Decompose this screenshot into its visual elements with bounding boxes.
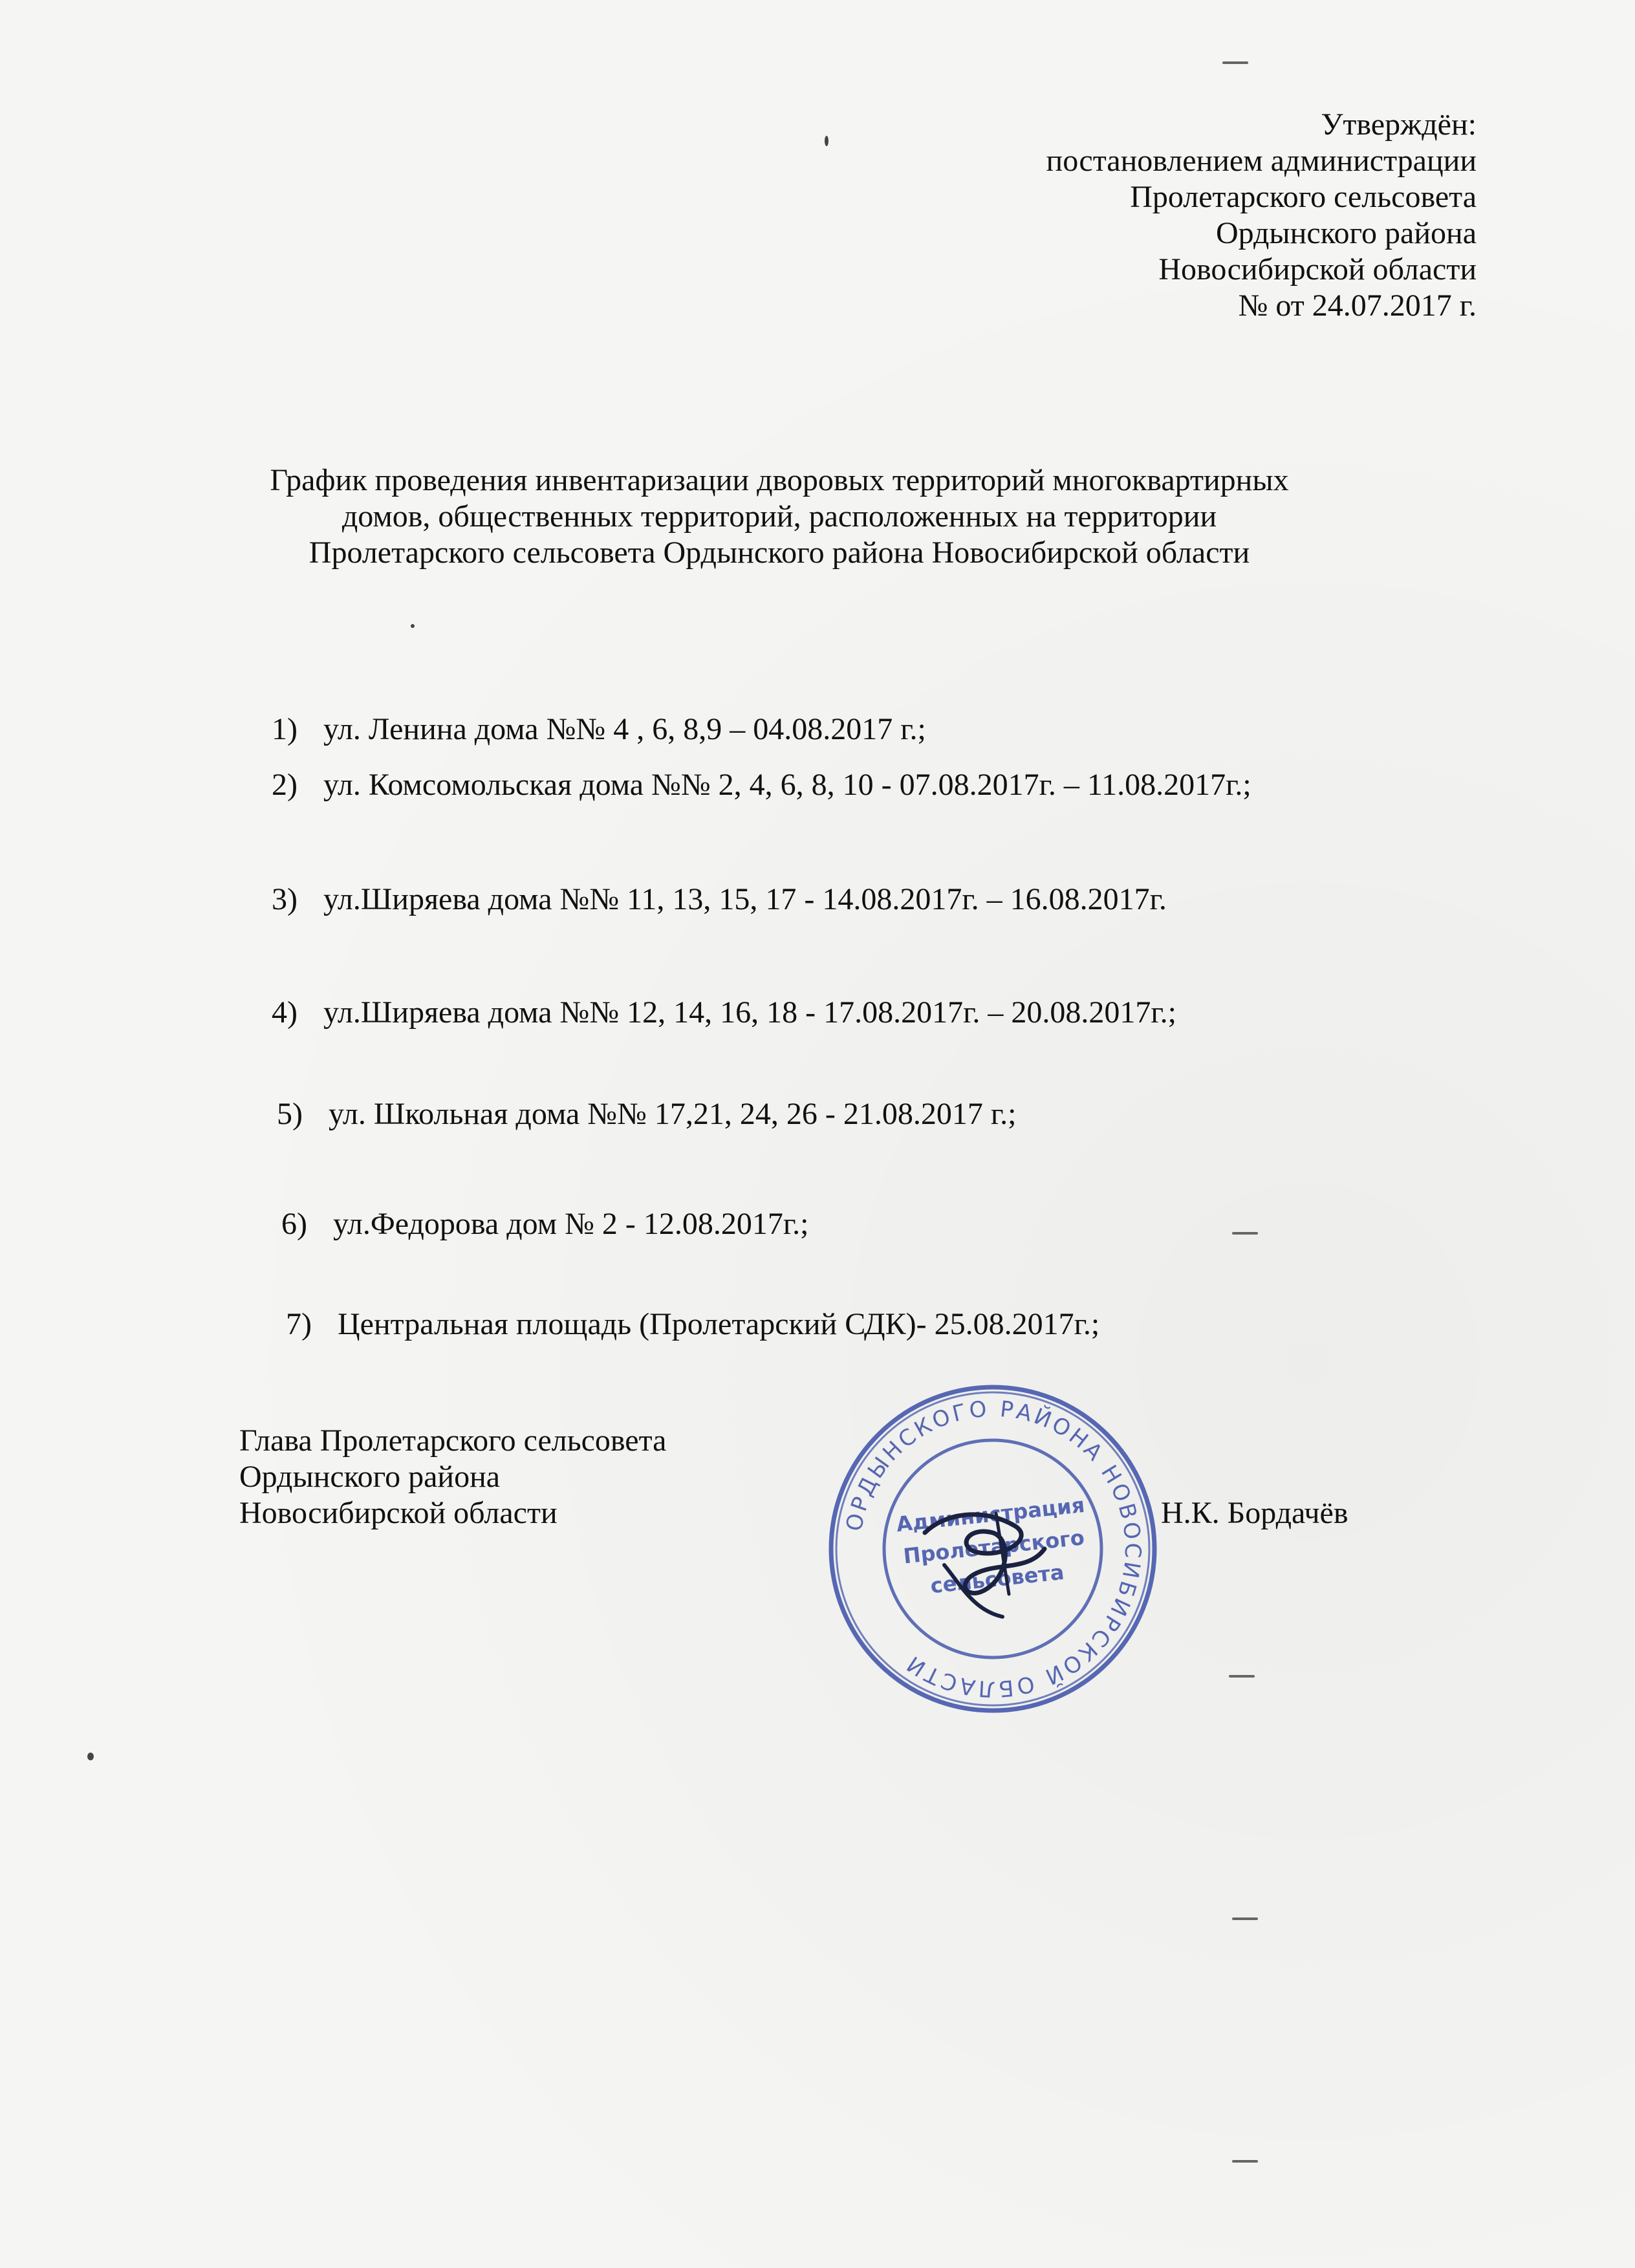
scan-speck [825,136,828,146]
seal-inner-line: сельсовета [929,1559,1066,1599]
schedule-item [286,1306,1099,1343]
schedule-item [277,1096,1016,1132]
scan-speck [411,624,415,628]
scan-speck [1229,1675,1255,1678]
approval-line: № от 24.07.2017 г. [1238,288,1477,323]
approval-block [1046,107,1477,324]
schedule-item-number: 3) [272,882,298,916]
approval-line: постановлением администрации [1046,144,1477,178]
schedule-item [272,711,926,748]
approval-line: Новосибирской области [1158,252,1477,286]
approval-line: Ордынского района [1215,216,1477,250]
schedule-item [272,995,1176,1031]
document-title [168,462,1391,571]
position-line: Новосибирской области [239,1496,558,1530]
schedule-item-text: Центральная площадь (Пролетарский СДК)- 25.08.2017г.; [338,1307,1100,1341]
schedule-item [281,1206,808,1242]
approval-line: Пролетарского сельсовета [1130,180,1477,214]
schedule-item-number: 4) [272,995,298,1030]
title-line: Пролетарского сельсовета Ордынского района Новосибирской области [309,535,1250,570]
scan-speck [1232,1232,1258,1235]
scan-speck [87,1753,94,1760]
title-line: График проведения инвентаризации дворовых территорий многоквартирных [270,463,1289,497]
seal-inner-line: Пролетарского [902,1525,1086,1569]
scan-speck [1232,2160,1258,2163]
schedule-item-number: 1) [272,712,298,746]
schedule-item-text: ул.Ширяева дома №№ 12, 14, 16, 18 - 17.08.2017г. – 20.08.2017г.; [323,995,1176,1030]
schedule-item-number: 6) [281,1207,307,1241]
title-line: домов, общественных территорий, расположенных на территории [341,499,1217,534]
schedule-item [272,767,1251,803]
signer-name: Н.К. Бордачёв [1161,1496,1348,1530]
schedule-item-text: ул.Ширяева дома №№ 11, 13, 15, 17 - 14.08.2017г. – 16.08.2017г. [323,882,1167,916]
position-line: Глава Пролетарского сельсовета [239,1423,667,1458]
handwritten-signature-icon [905,1487,1074,1630]
approval-line: Утверждён: [1321,107,1477,142]
schedule-item-number: 7) [286,1307,312,1341]
schedule-item-number: 5) [277,1097,303,1131]
scan-speck [1232,1917,1258,1920]
schedule-item [272,881,1167,918]
schedule-item-text: ул. Ленина дома №№ 4 , 6, 8,9 – 04.08.2017 г.; [323,712,926,746]
schedule-item-text: ул. Комсомольская дома №№ 2, 4, 6, 8, 10 - 07.08.2017г. – 11.08.2017г.; [323,768,1251,802]
signature-position [239,1423,666,1531]
schedule-item-text: ул.Федорова дом № 2 - 12.08.2017г.; [333,1207,809,1241]
schedule-item-text: ул. Школьная дома №№ 17,21, 24, 26 - 21.08.2017 г.; [329,1097,1017,1131]
seal-inner-line: Администрация [895,1492,1086,1537]
scan-speck [1222,61,1248,64]
schedule-item-number: 2) [272,768,298,802]
seal-outer-text: ОРДЫНСКОГО РАЙОНА НОВОСИБИРСКОЙ ОБЛАСТИ [841,1396,1146,1702]
position-line: Ордынского района [239,1460,501,1494]
